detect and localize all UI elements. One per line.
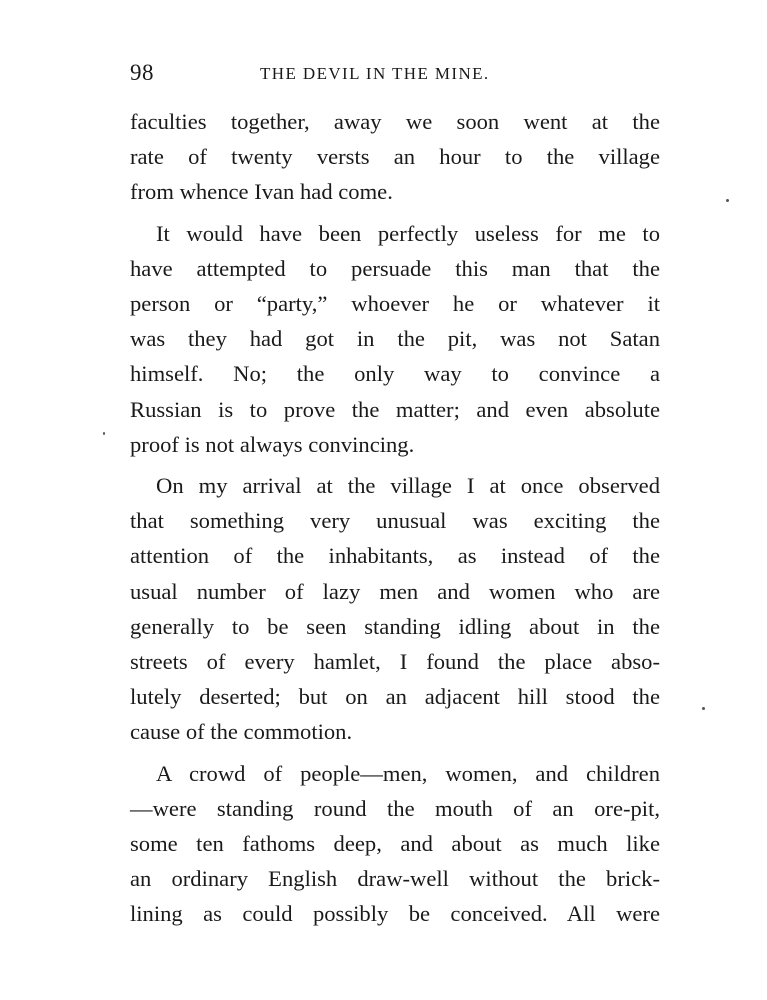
text-line: some ten fathoms deep, and about as much like [130,831,660,857]
text-line: On my arrival at the village I at once observed [156,473,660,499]
text-line: person or “party,” whoever he or whatever it [130,291,660,317]
paper-speck [726,199,729,202]
paragraph-1 [130,104,660,210]
text-line: faculties together, away we soon went at the [130,109,660,134]
text-line: was they had got in the pit, was not Satan [130,326,660,352]
text-line: an ordinary English draw-well without the brick- [130,866,660,892]
body-text [130,104,660,938]
paper-speck [702,707,705,710]
paragraph-2 [130,216,660,462]
text-line: proof is not always convincing. [130,431,415,457]
running-title: THE DEVIL IN THE MINE. [260,64,490,83]
text-line: A crowd of people—men, women, and children [156,760,660,786]
text-line: cause of the commotion. [130,719,353,745]
text-line: It would have been perfectly useless for me to [156,220,660,246]
text-line: that something very unusual was exciting the [130,508,660,534]
text-line: streets of every hamlet, I found the place abso- [130,649,660,675]
text-line: rate of twenty versts an hour to the village [130,144,660,170]
text-line: —were standing round the mouth of an ore-pit, [130,795,660,821]
running-head [130,60,660,90]
text-line: attention of the inhabitants, as instead of the [130,543,660,569]
text-line: Russian is to prove the matter; and even absolute [130,396,660,422]
text-line: usual number of lazy men and women who are [130,578,660,604]
text-line: himself. No; the only way to convince a [130,361,660,387]
text-line: generally to be seen standing idling about in the [130,613,660,639]
paper-speck [103,432,105,435]
text-line: have attempted to persuade this man that the [130,255,660,281]
page-number: 98 [130,60,154,85]
paragraph-3 [130,468,660,750]
text-line: from whence Ivan had come. [130,179,393,205]
text-line: lutely deserted; but on an adjacent hill stood the [130,684,660,710]
paragraph-4 [130,756,660,932]
text-line: lining as could possibly be conceived. All were [130,901,660,927]
